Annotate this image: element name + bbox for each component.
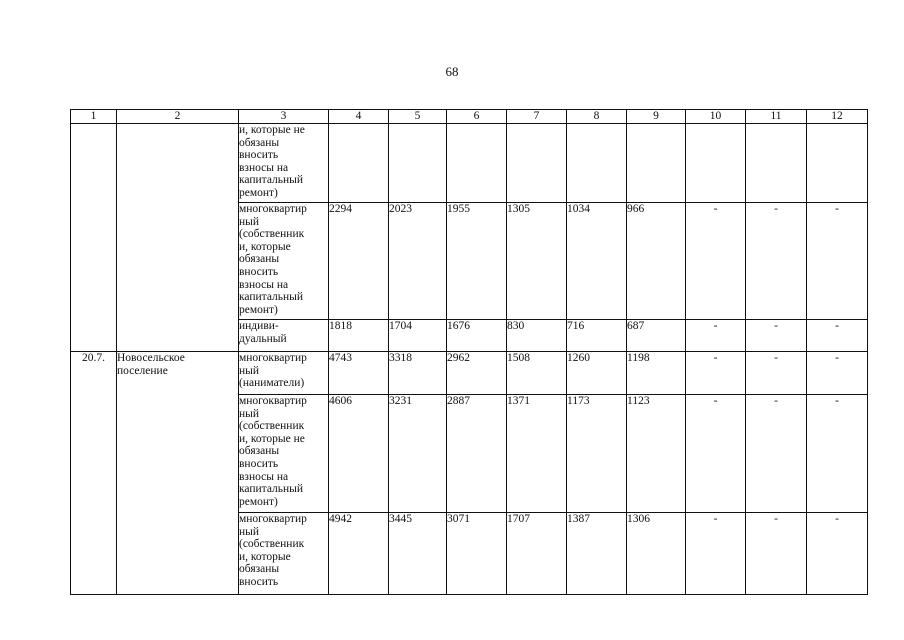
value-cell: 687 (627, 320, 686, 352)
value-cell: - (686, 203, 746, 320)
value-cell: - (807, 352, 868, 395)
value-cell: 1508 (507, 352, 567, 395)
header-cell: 5 (389, 110, 447, 124)
value-cell: 3231 (389, 395, 447, 513)
header-cell: 3 (239, 110, 329, 124)
value-cell: 1676 (447, 320, 507, 352)
value-cell: 966 (627, 203, 686, 320)
value-cell: 1173 (567, 395, 627, 513)
value-cell: 1260 (567, 352, 627, 395)
header-cell: 9 (627, 110, 686, 124)
housing-type-cell: многоквартир ный (наниматели) (239, 352, 329, 395)
value-cell: 1818 (329, 320, 389, 352)
value-cell: 3071 (447, 513, 507, 595)
value-cell: 3445 (389, 513, 447, 595)
header-cell: 7 (507, 110, 567, 124)
settlement-name-cell (117, 124, 239, 352)
value-cell: - (746, 203, 807, 320)
header-row (71, 110, 868, 124)
value-cell: 1034 (567, 203, 627, 320)
value-cell: 1371 (507, 395, 567, 513)
value-cell: - (807, 395, 868, 513)
value-cell: - (807, 320, 868, 352)
value-cell (627, 124, 686, 203)
value-cell: 1305 (507, 203, 567, 320)
value-cell: 1198 (627, 352, 686, 395)
value-cell: 3318 (389, 352, 447, 395)
header-cell: 12 (807, 110, 868, 124)
value-cell: 2294 (329, 203, 389, 320)
value-cell: 716 (567, 320, 627, 352)
housing-type-cell: индиви- дуальный (239, 320, 329, 352)
value-cell: 4606 (329, 395, 389, 513)
header-cell: 8 (567, 110, 627, 124)
value-cell: - (686, 352, 746, 395)
value-cell: 1707 (507, 513, 567, 595)
value-cell: 1955 (447, 203, 507, 320)
value-cell: 1123 (627, 395, 686, 513)
value-cell: 830 (507, 320, 567, 352)
header-cell: 6 (447, 110, 507, 124)
housing-type-cell: многоквартир ный (собственник и, которые обязаны вносить взносы на капитальный ремонт) (239, 203, 329, 320)
value-cell: - (746, 395, 807, 513)
tariff-table (70, 109, 868, 595)
value-cell (686, 124, 746, 203)
value-cell (389, 124, 447, 203)
value-cell: - (686, 395, 746, 513)
value-cell (329, 124, 389, 203)
value-cell (567, 124, 627, 203)
housing-type-cell: и, которые не обязаны вносить взносы на капитальный ремонт) (239, 124, 329, 203)
header-cell: 1 (71, 110, 117, 124)
table-row (71, 124, 868, 203)
value-cell (807, 124, 868, 203)
housing-type-cell: многоквартир ный (собственник и, которые обязаны вносить (239, 513, 329, 595)
value-cell: 2023 (389, 203, 447, 320)
value-cell: 4743 (329, 352, 389, 395)
value-cell: 4942 (329, 513, 389, 595)
value-cell: - (686, 513, 746, 595)
value-cell: 1306 (627, 513, 686, 595)
value-cell: - (746, 320, 807, 352)
value-cell: 1387 (567, 513, 627, 595)
value-cell: - (807, 513, 868, 595)
value-cell: 2962 (447, 352, 507, 395)
housing-type-cell: многоквартир ный (собственник и, которые не обязаны вносить взносы на капитальный ремонт) (239, 395, 329, 513)
value-cell (447, 124, 507, 203)
row-number-cell: 20.7. (71, 352, 117, 595)
value-cell: 1704 (389, 320, 447, 352)
value-cell (746, 124, 807, 203)
value-cell: 2887 (447, 395, 507, 513)
value-cell: - (686, 320, 746, 352)
table-row (71, 352, 868, 395)
header-cell: 2 (117, 110, 239, 124)
row-number-cell (71, 124, 117, 352)
value-cell: - (746, 352, 807, 395)
page-number: 68 (445, 64, 459, 79)
settlement-name-cell: Новосельское поселение (117, 352, 239, 595)
header-cell: 4 (329, 110, 389, 124)
value-cell (507, 124, 567, 203)
header-cell: 10 (686, 110, 746, 124)
header-cell: 11 (746, 110, 807, 124)
value-cell: - (746, 513, 807, 595)
value-cell: - (807, 203, 868, 320)
